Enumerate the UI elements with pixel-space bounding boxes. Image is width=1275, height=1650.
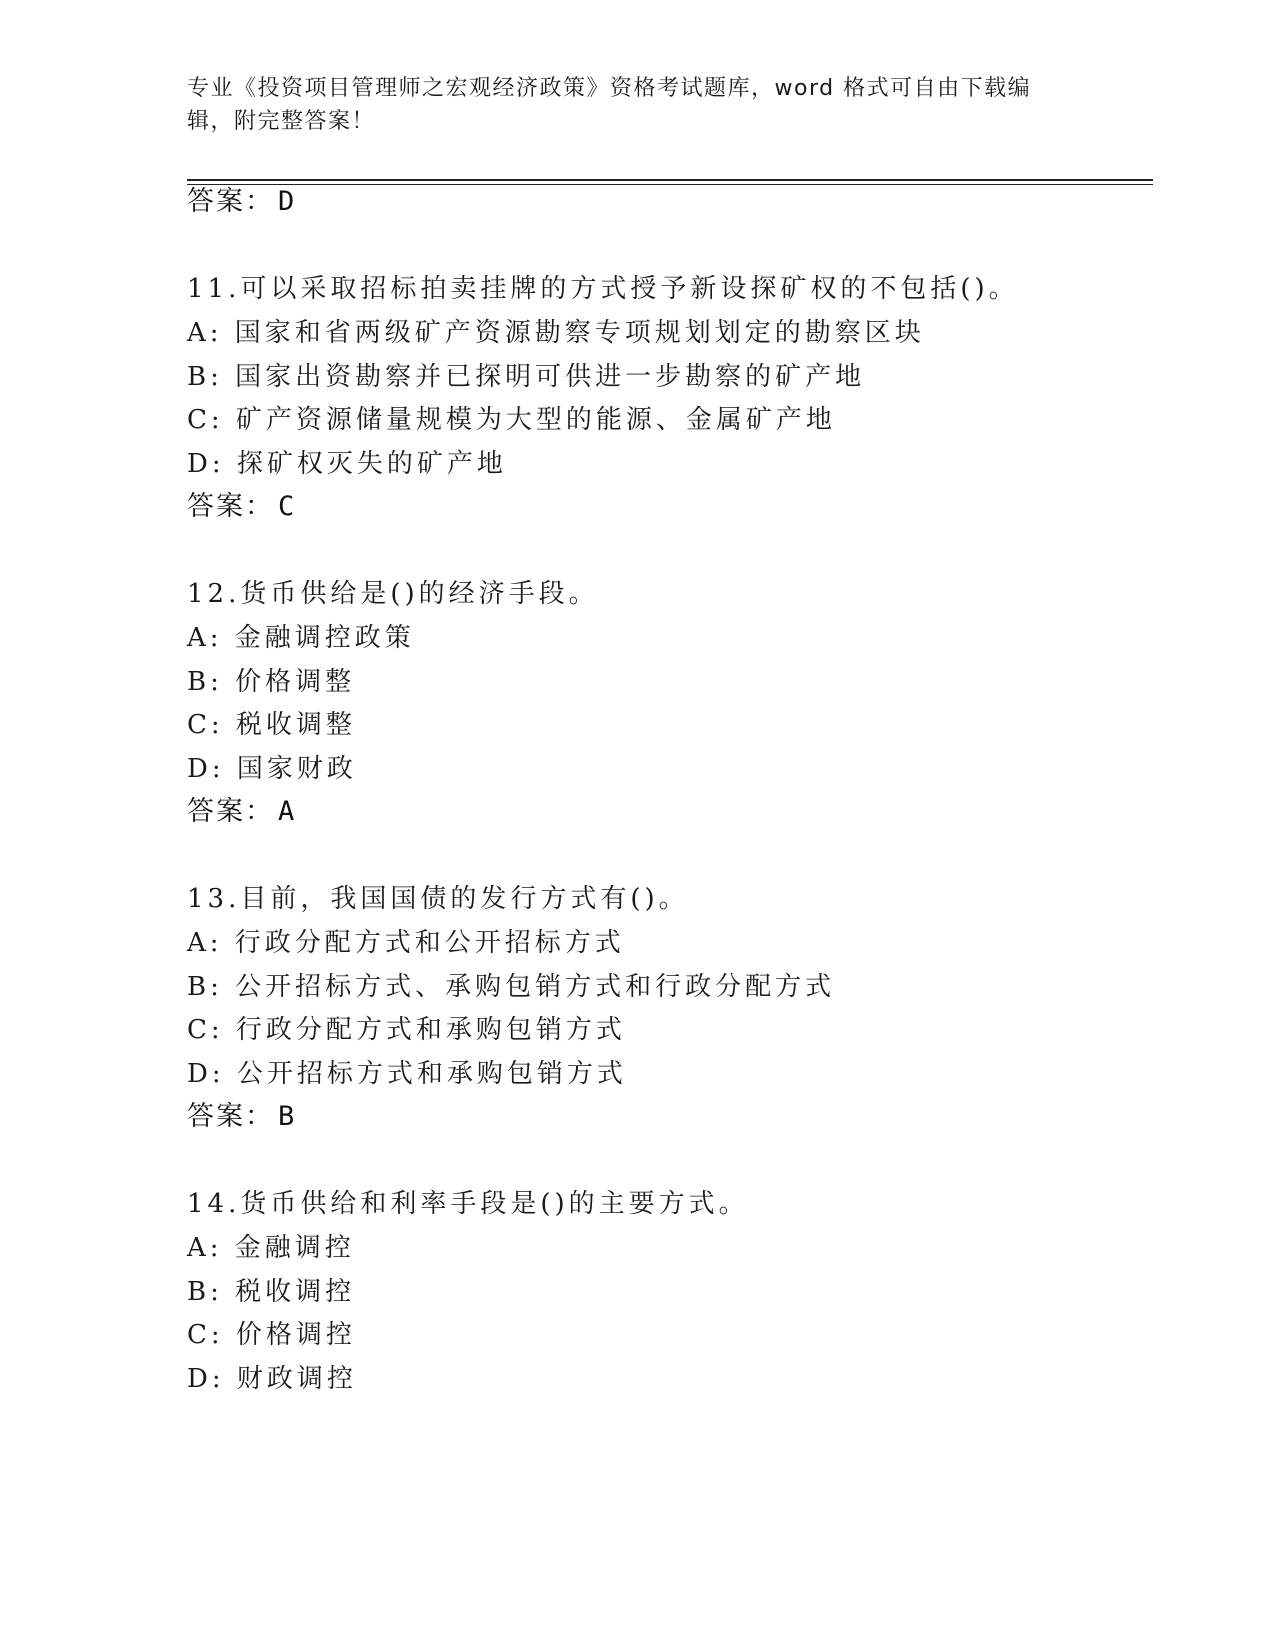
option-b: B: 国家出资勘察并已探明可供进一步勘察的矿产地 bbox=[187, 362, 866, 392]
question-stem: 14.货币供给和利率手段是()的主要方式。 bbox=[187, 1189, 749, 1219]
question-stem: 12.货币供给是()的经济手段。 bbox=[187, 579, 599, 609]
option-d: D: 公开招标方式和承购包销方式 bbox=[187, 1059, 627, 1089]
answer-value: D bbox=[278, 186, 297, 217]
header-divider-thin bbox=[187, 184, 1153, 185]
answer-line bbox=[187, 490, 296, 524]
option-c: C: 价格调控 bbox=[187, 1320, 356, 1350]
option-d: D: 国家财政 bbox=[187, 754, 357, 784]
header-line-1: 专业《投资项目管理师之宏观经济政策》资格考试题库，word 格式可自由下载编 bbox=[187, 76, 1032, 101]
option-b: B: 税收调控 bbox=[187, 1277, 356, 1307]
answer-value: C bbox=[278, 491, 297, 522]
option-a: A: 金融调控 bbox=[187, 1233, 355, 1263]
answer-line bbox=[187, 185, 296, 219]
header-divider-thick bbox=[187, 179, 1153, 181]
option-c: C: 矿产资源储量规模为大型的能源、金属矿产地 bbox=[187, 405, 836, 435]
option-d: D: 财政调控 bbox=[187, 1364, 357, 1394]
document-header bbox=[187, 72, 1067, 138]
answer-label: 答案： bbox=[187, 491, 274, 522]
answer-label: 答案： bbox=[187, 1101, 274, 1132]
answer-line bbox=[187, 1100, 296, 1134]
option-a: A: 国家和省两级矿产资源勘察专项规划划定的勘察区块 bbox=[187, 318, 925, 348]
option-b: B: 价格调整 bbox=[187, 667, 356, 697]
option-b: B: 公开招标方式、承购包销方式和行政分配方式 bbox=[187, 972, 836, 1002]
header-line-2: 辑，附完整答案！ bbox=[187, 109, 376, 134]
option-d: D: 探矿权灭失的矿产地 bbox=[187, 449, 507, 479]
question-stem: 13.目前，我国国债的发行方式有()。 bbox=[187, 884, 689, 914]
option-a: A: 行政分配方式和公开招标方式 bbox=[187, 928, 625, 958]
answer-line bbox=[187, 795, 296, 829]
answer-value: B bbox=[278, 1101, 297, 1132]
option-c: C: 行政分配方式和承购包销方式 bbox=[187, 1015, 626, 1045]
question-stem: 11.可以采取招标拍卖挂牌的方式授予新设探矿权的不包括()。 bbox=[187, 274, 1019, 304]
answer-value: A bbox=[278, 796, 297, 827]
option-a: A: 金融调控政策 bbox=[187, 623, 415, 653]
answer-label: 答案： bbox=[187, 796, 274, 827]
option-c: C: 税收调整 bbox=[187, 710, 356, 740]
answer-label: 答案： bbox=[187, 186, 274, 217]
